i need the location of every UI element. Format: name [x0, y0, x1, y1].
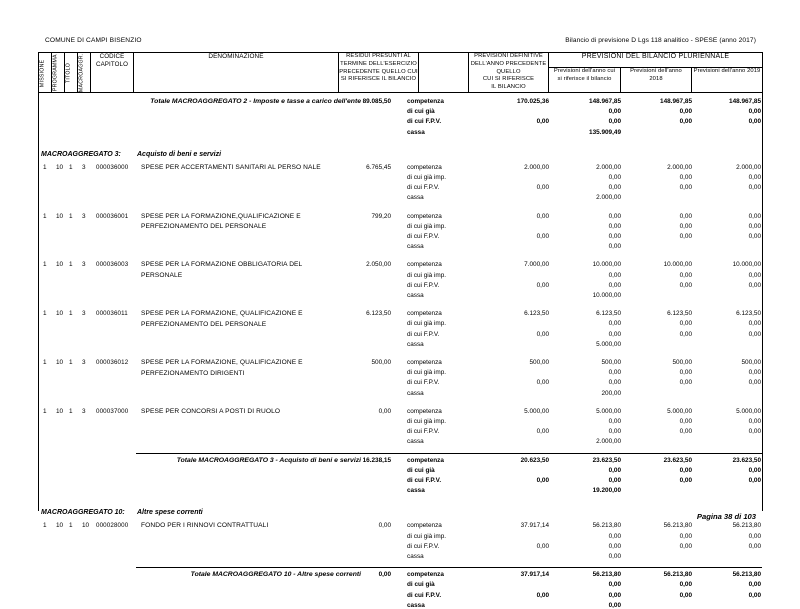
cell-macroaggr: 3 [82, 261, 86, 269]
cell-previsione-anno-2018: 56.213,80 [663, 571, 693, 579]
cell-previsione-anno-2018: 0,00 [679, 418, 693, 426]
cell-previsione-anno-2019: 0,00 [748, 418, 762, 426]
col-header-programma: PROGRAMMA [52, 53, 65, 93]
cell-previsione-anno-corrente: 0,00 [608, 118, 622, 126]
cell-residui-presunti: 2.050,00 [366, 261, 392, 269]
col-header-anno-corrente [549, 68, 621, 93]
cell-previsioni-definitive: 0,00 [536, 281, 550, 289]
cell-previsione-anno-corrente: 10.000,00 [592, 261, 622, 269]
cell-previsione-anno-corrente: 6.123,50 [596, 310, 622, 318]
cell-previsione-anno-2019: 23.623,50 [732, 456, 762, 464]
cell-previsione-anno-2018: 10.000,00 [663, 261, 693, 269]
cell-previsione-anno-2019: 6.123,50 [736, 310, 762, 318]
cell-previsione-anno-2018: 0,00 [679, 174, 693, 182]
cell-titolo: 1 [69, 310, 73, 318]
cell-previsione-anno-2018: 0,00 [679, 532, 693, 540]
cell-titolo: 1 [69, 359, 73, 367]
cell-previsione-anno-2018: 0,00 [679, 542, 693, 550]
cell-previsioni-definitive: 500,00 [529, 359, 550, 367]
total-separator-rule [136, 453, 762, 454]
cell-previsioni-definitive: 37.917,14 [520, 571, 550, 579]
cell-programma: 10 [56, 163, 64, 171]
cell-previsione-anno-2019: 0,00 [748, 118, 762, 126]
cell-previsione-anno-corrente: 10.000,00 [592, 292, 622, 300]
cell-previsione-anno-corrente: 0,00 [608, 174, 622, 182]
prevdef-line-4: CUI SI RIFERISCE [482, 76, 535, 83]
cell-previsione-anno-2018: 0,00 [679, 320, 693, 328]
cell-macroaggr: 3 [82, 212, 86, 220]
cell-voce-label: di cui F.P.V. [407, 379, 440, 387]
cell-previsione-anno-2018: 6.123,50 [667, 310, 693, 318]
cell-voce-label: di cui già imp. [407, 369, 447, 377]
cell-denominazione: SPESE PER LA FORMAZIONE, QUALIFICAZIONE E [141, 359, 303, 367]
cell-codice-capitolo: 000028000 [96, 522, 129, 530]
cell-voce-label: competenza [407, 407, 442, 415]
cell-previsioni-definitive: 0,00 [536, 118, 550, 126]
cell-previsione-anno-corrente: 500,00 [601, 359, 622, 367]
cell-previsione-anno-corrente: 0,00 [608, 281, 622, 289]
cell-missione: 1 [43, 359, 47, 367]
cell-previsione-anno-corrente: 2.000,00 [596, 438, 622, 446]
cell-missione: 1 [43, 261, 47, 269]
cell-denominazione: SPESE PER CONCORSI A POSTI DI RUOLO [141, 407, 281, 415]
col-header-voci-spacer [419, 53, 469, 93]
cell-voce-label: cassa [407, 601, 425, 609]
cell-previsione-anno-2018: 0,00 [679, 369, 693, 377]
cell-previsione-anno-2018: 23.623,50 [663, 456, 693, 464]
cell-previsione-anno-2019: 10.000,00 [732, 261, 762, 269]
cell-denominazione: SPESE PER LA FORMAZIONE,QUALIFICAZIONE E [141, 212, 301, 220]
cell-residui-presunti: 500,00 [371, 359, 392, 367]
cell-residui-presunti: 0,00 [378, 571, 392, 579]
residui-line-4: SI RIFERISCE IL BILANCIO [340, 76, 417, 83]
cell-macroaggr: 10 [82, 522, 90, 530]
cell-previsione-anno-corrente: 0,00 [608, 320, 622, 328]
cell-titolo: 1 [69, 261, 73, 269]
cell-previsione-anno-corrente: 0,00 [608, 591, 622, 599]
cell-previsione-anno-corrente: 0,00 [608, 428, 622, 436]
cell-voce-label: competenza [407, 212, 442, 220]
cell-previsione-anno-2019: 0,00 [748, 466, 762, 474]
anno-corrente-line-1: Previsioni dell'anno cui [553, 68, 616, 74]
macroaggregato-group-title: MACROAGGREGATO 10: [41, 509, 125, 517]
cell-previsione-anno-2018: 0,00 [679, 281, 693, 289]
cell-previsione-anno-corrente: 0,00 [608, 233, 622, 241]
cell-previsione-anno-2019: 0,00 [748, 320, 762, 328]
cell-previsione-anno-2019: 0,00 [748, 428, 762, 436]
total-row-label: Totale MACROAGGREGATO 3 - Acquisto di beni e servizi [176, 456, 362, 464]
cell-previsione-anno-2019: 0,00 [748, 108, 762, 116]
cell-voce-label: cassa [407, 389, 424, 397]
cell-voce-label: competenza [407, 359, 442, 367]
cell-previsione-anno-2019: 0,00 [748, 379, 762, 387]
cell-previsione-anno-2019: 500,00 [741, 359, 762, 367]
cell-codice-capitolo: 000036003 [96, 261, 129, 269]
cell-denominazione: SPESE PER LA FORMAZIONE OBBLIGATORIA DEL [141, 261, 303, 269]
cell-previsione-anno-corrente: 2.000,00 [596, 194, 622, 202]
cell-voce-label: competenza [407, 98, 444, 106]
cell-residui-presunti: 16.238,15 [362, 456, 392, 464]
cell-previsione-anno-corrente: 0,00 [608, 542, 622, 550]
cell-previsioni-definitive: 0,00 [536, 542, 550, 550]
cell-titolo: 1 [69, 163, 73, 171]
cell-previsione-anno-2019: 0,00 [748, 184, 762, 192]
cell-voce-label: di cui F.P.V. [407, 330, 440, 338]
macroaggregato-group-subtitle: Altre spese correnti [137, 509, 203, 517]
cell-previsioni-definitive: 0,00 [536, 330, 550, 338]
cell-previsioni-definitive: 0,00 [536, 212, 550, 220]
cell-titolo: 1 [69, 407, 73, 415]
cell-voce-label: cassa [407, 194, 424, 202]
residui-line-1: RESIDUI PRESUNTI AL [346, 53, 411, 59]
cell-previsione-anno-corrente: 0,00 [608, 379, 622, 387]
cell-previsione-anno-corrente: 0,00 [608, 553, 622, 561]
cell-previsione-anno-corrente: 0,00 [608, 477, 622, 485]
col-header-residui-presunti [339, 53, 419, 93]
cell-previsione-anno-corrente: 0,00 [608, 222, 622, 230]
cell-residui-presunti: 0,00 [378, 407, 392, 415]
cell-macroaggr: 3 [82, 310, 86, 318]
cell-previsioni-definitive: 5.000,00 [524, 407, 550, 415]
cell-previsione-anno-2018: 500,00 [672, 359, 693, 367]
cell-previsioni-definitive: 0,00 [536, 184, 550, 192]
cell-missione: 1 [43, 310, 47, 318]
cell-previsione-anno-2018: 0,00 [679, 591, 693, 599]
total-row-label: Totale MACROAGGREGATO 2 - Imposte e tasse a carico dell'ente [150, 98, 362, 106]
cell-voce-label: competenza [407, 522, 442, 530]
cell-voce-label: cassa [407, 438, 424, 446]
anno-2018-line-1: Previsioni dell'anno [630, 68, 682, 74]
cell-previsione-anno-2018: 0,00 [679, 271, 693, 279]
cell-previsione-anno-2018: 0,00 [679, 330, 693, 338]
cell-voce-label: di cui già [407, 581, 435, 589]
prevdef-line-3: QUELLO [496, 68, 521, 75]
cell-previsione-anno-corrente: 0,00 [608, 418, 622, 426]
cell-previsione-anno-2018: 0,00 [679, 466, 693, 474]
cell-previsione-anno-2018: 0,00 [679, 212, 693, 220]
cell-denominazione: PERSONALE [141, 271, 183, 279]
cell-residui-presunti: 6.123,50 [366, 310, 392, 318]
prevdef-line-5: IL BILANCIO [491, 84, 526, 91]
anno-corrente-line-2: si riferisce il bilancio [557, 75, 612, 82]
col-header-titolo: TITOLO [65, 53, 78, 93]
cell-previsione-anno-corrente: 0,00 [608, 466, 622, 474]
col-header-macroaggregato: MACROAGGR. [78, 53, 91, 93]
cell-voce-label: cassa [407, 292, 424, 300]
cell-previsione-anno-2019: 0,00 [748, 330, 762, 338]
cell-previsione-anno-2019: 0,00 [748, 542, 762, 550]
cell-previsioni-definitive: 0,00 [536, 233, 550, 241]
cell-denominazione: SPESE PER LA FORMAZIONE, QUALIFICAZIONE E [141, 310, 303, 318]
cell-previsione-anno-2019: 0,00 [748, 591, 762, 599]
cell-missione: 1 [43, 212, 47, 220]
macroaggregato-group-title: MACROAGGREGATO 3: [41, 150, 121, 158]
cell-missione: 1 [43, 522, 47, 530]
cell-voce-label: cassa [407, 128, 425, 136]
cell-previsione-anno-2018: 0,00 [679, 118, 693, 126]
cell-previsione-anno-2019: 0,00 [748, 174, 762, 182]
cell-denominazione: SPESE PER ACCERTAMENTI SANITARI AL PERSO NALE [141, 163, 321, 171]
codice-line-1: CODICE [99, 53, 125, 60]
cell-previsione-anno-2018: 5.000,00 [667, 407, 693, 415]
cell-previsione-anno-2019: 0,00 [748, 271, 762, 279]
cell-voce-label: cassa [407, 487, 425, 495]
cell-macroaggr: 3 [82, 163, 86, 171]
cell-programma: 10 [56, 261, 64, 269]
macroaggregato-group-subtitle: Acquisto di beni e servizi [137, 150, 222, 158]
cell-programma: 10 [56, 359, 64, 367]
cell-voce-label: di cui F.P.V. [407, 591, 442, 599]
cell-previsione-anno-2019: 0,00 [748, 532, 762, 540]
page-footer: Pagina 38 di 103 [696, 512, 756, 521]
cell-previsione-anno-corrente: 23.623,50 [592, 456, 622, 464]
cell-voce-label: di cui F.P.V. [407, 233, 440, 241]
cell-previsione-anno-2018: 56.213,80 [663, 522, 693, 530]
cell-previsioni-definitive: 0,00 [536, 379, 550, 387]
cell-previsione-anno-corrente: 0,00 [608, 330, 622, 338]
cell-previsioni-definitive: 6.123,50 [524, 310, 550, 318]
cell-previsione-anno-corrente: 0,00 [608, 581, 622, 589]
cell-voce-label: cassa [407, 340, 424, 348]
cell-voce-label: di cui F.P.V. [407, 477, 442, 485]
cell-voce-label: di cui già imp. [407, 320, 447, 328]
cell-programma: 10 [56, 522, 64, 530]
cell-previsioni-definitive: 0,00 [536, 428, 550, 436]
cell-previsione-anno-corrente: 0,00 [608, 212, 622, 220]
cell-previsione-anno-corrente: 0,00 [608, 601, 622, 609]
cell-previsione-anno-2018: 148.967,85 [660, 98, 693, 106]
cell-voce-label: di cui F.P.V. [407, 428, 440, 436]
cell-previsione-anno-2019: 56.213,80 [732, 522, 762, 530]
cell-denominazione: PERFEZIONAMENTO DEL PERSONALE [141, 223, 267, 231]
cell-residui-presunti: 0,00 [378, 522, 392, 530]
cell-previsioni-definitive: 170.025,36 [517, 98, 550, 106]
codice-line-2: CAPITOLO [96, 60, 128, 68]
cell-voce-label: di cui F.P.V. [407, 281, 440, 289]
cell-voce-label: competenza [407, 571, 444, 579]
cell-denominazione: FONDO PER I RINNOVI CONTRATTUALI [141, 522, 269, 530]
cell-voce-label: di cui già imp. [407, 532, 447, 540]
residui-line-2: TERMINE DELL'ESERCIZIO [340, 60, 417, 67]
page-header-left: COMUNE DI CAMPI BISENZIO [45, 37, 142, 44]
cell-programma: 10 [56, 212, 64, 220]
col-header-anno-2018 [621, 68, 692, 93]
cell-previsioni-definitive: 20.623,50 [520, 456, 550, 464]
cell-previsione-anno-2019: 0,00 [748, 222, 762, 230]
cell-previsione-anno-2018: 0,00 [679, 108, 693, 116]
cell-previsione-anno-2019: 148.967,85 [729, 98, 762, 106]
cell-voce-label: di cui già [407, 108, 435, 116]
cell-previsione-anno-corrente: 200,00 [601, 389, 622, 397]
cell-previsione-anno-2019: 0,00 [748, 581, 762, 589]
cell-previsione-anno-corrente: 5.000,00 [596, 407, 622, 415]
residui-line-3: PRECEDENTE QUELLO CUI [339, 68, 418, 75]
cell-previsione-anno-2018: 2.000,00 [667, 163, 693, 171]
cell-previsione-anno-2018: 0,00 [679, 233, 693, 241]
col-header-missione: MISSIONE [39, 53, 52, 93]
cell-previsioni-definitive: 0,00 [536, 477, 550, 485]
cell-codice-capitolo: 000036001 [96, 212, 129, 220]
cell-codice-capitolo: 000037000 [96, 407, 129, 415]
cell-voce-label: competenza [407, 261, 442, 269]
cell-denominazione: PERFEZIONAMENTO DEL PERSONALE [141, 320, 267, 328]
col-header-denominazione: DENOMINAZIONE [134, 53, 339, 93]
cell-voce-label: di cui F.P.V. [407, 118, 442, 126]
cell-previsione-anno-2018: 0,00 [679, 184, 693, 192]
cell-macroaggr: 3 [82, 359, 86, 367]
cell-voce-label: di cui F.P.V. [407, 542, 440, 550]
cell-previsione-anno-corrente: 2.000,00 [596, 163, 622, 171]
cell-previsioni-definitive: 0,00 [536, 591, 550, 599]
cell-previsioni-definitive: 7.000,00 [524, 261, 550, 269]
cell-codice-capitolo: 000036011 [96, 310, 128, 318]
cell-previsione-anno-corrente: 56.213,80 [592, 522, 622, 530]
cell-previsione-anno-2018: 0,00 [679, 222, 693, 230]
cell-previsione-anno-corrente: 0,00 [608, 271, 622, 279]
cell-previsione-anno-corrente: 56.213,80 [592, 571, 622, 579]
cell-previsione-anno-2018: 0,00 [679, 581, 693, 589]
anno-2018-line-2: 2018 [649, 75, 663, 82]
cell-previsione-anno-corrente: 0,00 [608, 532, 622, 540]
col-header-previsioni-pluriennale: PREVISIONI DEL BILANCIO PLURIENNALE [549, 53, 763, 68]
cell-voce-label: di cui già imp. [407, 271, 447, 279]
cell-previsioni-definitive: 2.000,00 [524, 163, 550, 171]
cell-residui-presunti: 6.765,45 [366, 163, 392, 171]
cell-voce-label: di cui già [407, 466, 435, 474]
cell-residui-presunti: 799,20 [371, 212, 392, 220]
cell-previsione-anno-2019: 0,00 [748, 477, 762, 485]
cell-previsione-anno-2018: 0,00 [679, 428, 693, 436]
cell-previsione-anno-corrente: 19.200,00 [592, 487, 622, 495]
cell-previsione-anno-corrente: 0,00 [608, 108, 622, 116]
cell-codice-capitolo: 000036012 [96, 359, 129, 367]
cell-voce-label: cassa [407, 243, 424, 251]
page-header-right: Bilancio di previsione D Lgs 118 analitico - SPESE (anno 2017) [565, 37, 756, 44]
prevdef-line-1: PREVISIONI DEFINITIVE [474, 53, 543, 59]
cell-voce-label: competenza [407, 310, 442, 318]
total-separator-rule [136, 567, 762, 568]
cell-previsione-anno-2019: 56.213,80 [732, 571, 762, 579]
cell-missione: 1 [43, 407, 47, 415]
cell-previsione-anno-corrente: 0,00 [608, 243, 622, 251]
cell-titolo: 1 [69, 522, 73, 530]
cell-previsione-anno-2019: 0,00 [748, 369, 762, 377]
cell-previsione-anno-2018: 0,00 [679, 477, 693, 485]
cell-codice-capitolo: 000036000 [96, 163, 129, 171]
cell-macroaggr: 3 [82, 407, 86, 415]
cell-titolo: 1 [69, 212, 73, 220]
cell-voce-label: cassa [407, 553, 424, 561]
cell-programma: 10 [56, 407, 64, 415]
cell-voce-label: competenza [407, 456, 444, 464]
cell-previsioni-definitive: 37.917,14 [520, 522, 550, 530]
cell-voce-label: competenza [407, 163, 442, 171]
cell-voce-label: di cui già imp. [407, 418, 447, 426]
col-header-anno-2019: Previsioni dell'anno 2019 [692, 68, 763, 93]
cell-previsione-anno-2019: 0,00 [748, 281, 762, 289]
col-header-codice-capitolo [91, 53, 134, 93]
cell-voce-label: di cui già imp. [407, 174, 447, 182]
cell-voce-label: di cui già imp. [407, 222, 447, 230]
cell-previsione-anno-2019: 0,00 [748, 233, 762, 241]
cell-denominazione: PERFEZIONAMENTO DIRIGENTI [141, 369, 245, 377]
cell-programma: 10 [56, 310, 64, 318]
cell-residui-presunti: 89.085,50 [362, 98, 392, 106]
cell-previsione-anno-2019: 0,00 [748, 212, 762, 220]
cell-voce-label: di cui F.P.V. [407, 184, 440, 192]
cell-previsione-anno-corrente: 148.967,85 [589, 98, 622, 106]
cell-previsione-anno-corrente: 0,00 [608, 184, 622, 192]
cell-previsione-anno-corrente: 0,00 [608, 369, 622, 377]
cell-previsione-anno-corrente: 135.909,49 [589, 128, 622, 136]
prevdef-line-2: DELL'ANNO PRECEDENTE [470, 60, 547, 67]
cell-previsione-anno-corrente: 5.000,00 [596, 340, 622, 348]
cell-previsione-anno-2018: 0,00 [679, 379, 693, 387]
cell-missione: 1 [43, 163, 47, 171]
cell-previsione-anno-2019: 5.000,00 [736, 407, 762, 415]
cell-previsione-anno-2019: 2.000,00 [736, 163, 762, 171]
col-header-previsioni-definitive [469, 53, 549, 93]
total-row-label: Totale MACROAGGREGATO 10 - Altre spese correnti [190, 571, 362, 579]
